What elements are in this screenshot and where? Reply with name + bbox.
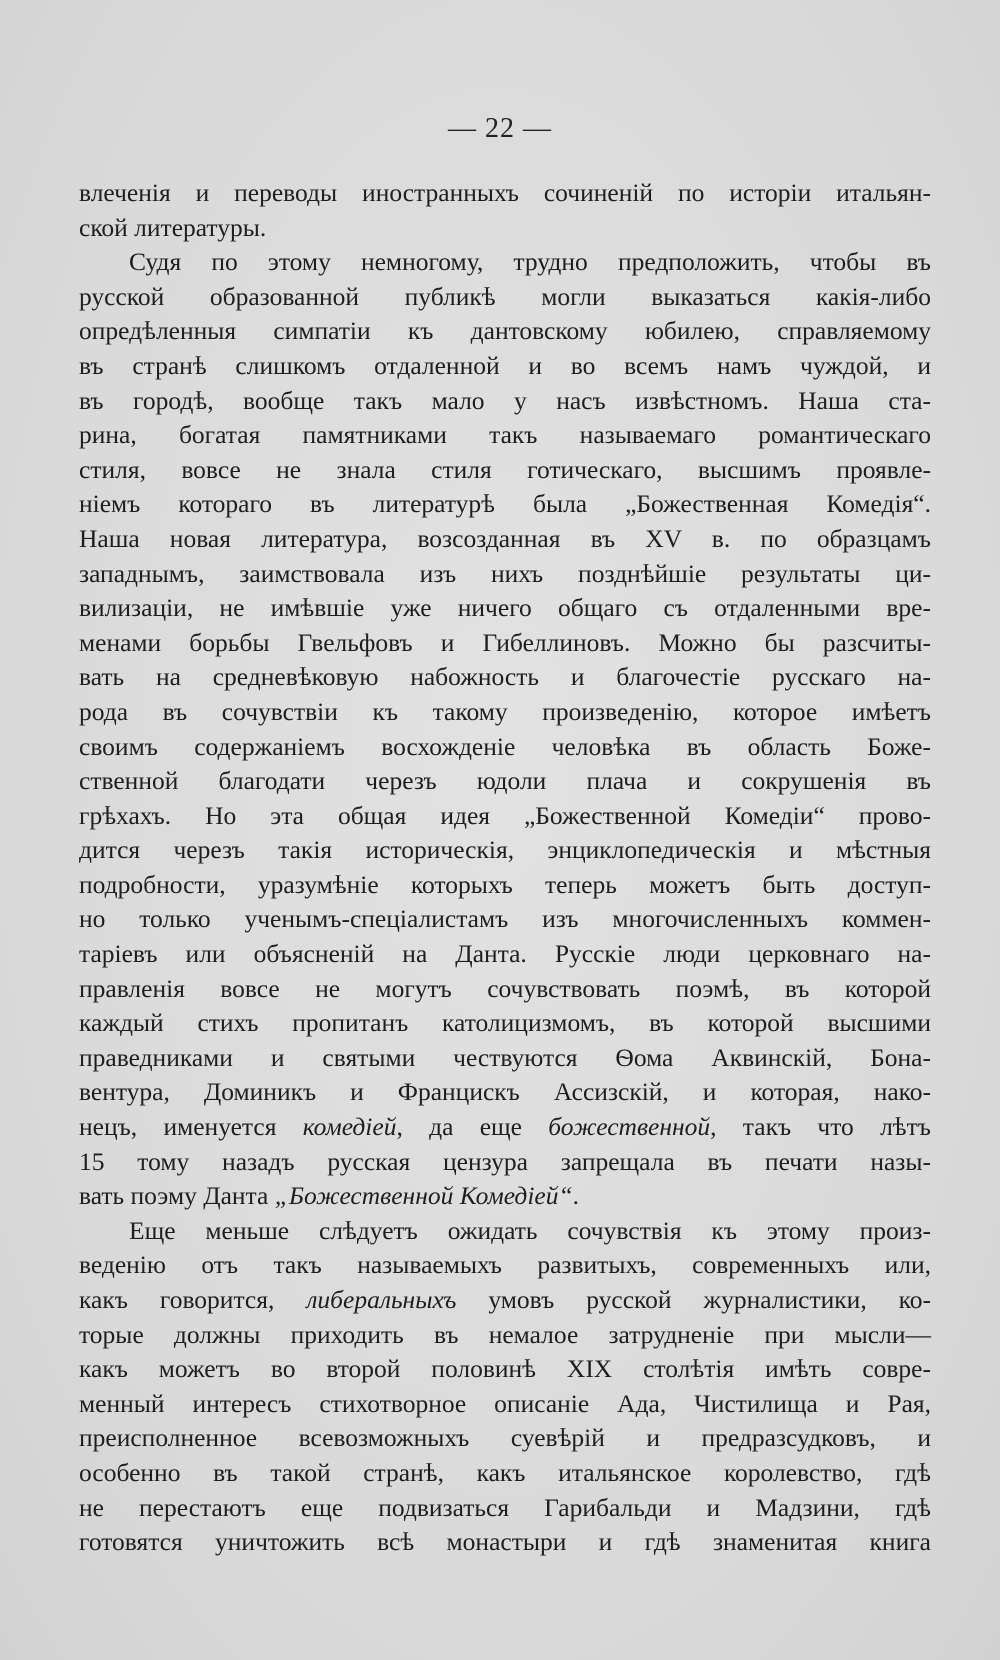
text-line: рина, богатая памятниками такъ называемаго романтическаго (79, 420, 931, 450)
text-run: вать поэму Данта (79, 1181, 275, 1211)
text-line: грѣхахъ. Но эта общая идея „Божественной Комедіи“ прово- (79, 800, 931, 830)
text-run: умовъ русской журналистики, ко- (456, 1285, 932, 1314)
text-line: въ странѣ слишкомъ отдаленной и во всемъ намъ чуждой, и (79, 350, 931, 380)
text-line: правленія вовсе не могутъ сочувствовать поэмѣ, въ которой (79, 973, 931, 1003)
text-line: русской образованной публикѣ могли выказаться какія-либо (79, 281, 931, 311)
text-line: таріевъ или объясненій на Данта. Русскіе люди церковнаго на- (79, 939, 931, 969)
text-line: въ городѣ, вообще такъ мало у насъ извѣстномъ. Наша ста- (79, 385, 931, 415)
text-line: влеченія и переводы иностранныхъ сочиненій по исторіи итальян- (79, 178, 931, 207)
page-number: — 22 — (448, 113, 552, 144)
text-line: какъ можетъ во второй половинѣ XIX столѣтія имѣть совре- (79, 1354, 931, 1384)
italic-word: комедіей (302, 1112, 397, 1142)
text-line: Судя по этому немногому, трудно предположить, чтобы въ (129, 247, 931, 277)
text-line: торые должны приходить въ немалое затрудненіе при мысли— (79, 1319, 931, 1349)
text-run: . (572, 1181, 580, 1211)
text-line: стиля, вовсе не знала стиля готическаго, высшимъ проявле- (79, 454, 931, 484)
text-line: готовятся уничтожить всѣ монастыри и гдѣ знаменитая книга (79, 1527, 931, 1557)
text-line: но только ученымъ-спеціалистамъ изъ многочисленныхъ коммен- (79, 904, 931, 934)
text-line: вентура, Доминикъ и Францискъ Ассизскій, и которая, нако- (79, 1077, 931, 1107)
text-line (79, 1110, 931, 1145)
text-line: рода въ сочувствіи къ такому произведенію, которое имѣетъ (79, 696, 931, 726)
text-run: нецъ, именуется (79, 1112, 303, 1142)
text-line: Наша новая литература, возсозданная въ XV в. по образцамъ (79, 523, 931, 553)
text-line: не перестаютъ еще подвизаться Гарибальди и Мадзини, гдѣ (79, 1492, 931, 1522)
text-line: особенно въ такой странѣ, какъ итальянское королевство, гдѣ (79, 1457, 931, 1487)
text-line: своимъ содержаніемъ восхожденіе человѣка въ область Боже- (79, 731, 931, 761)
text-line: менный интересъ стихотворное описаніе Ада, Чистилища и Рая, (79, 1388, 931, 1418)
text-run: какъ говорится, (79, 1285, 307, 1314)
text-line: веденію отъ такъ называемыхъ развитыхъ, современныхъ или, (79, 1250, 931, 1280)
text-line: западнымъ, заимствовала изъ нихъ позднѣйшіе результаты ци- (79, 558, 931, 588)
text-line: вилизаціи, не имѣвшіе уже ничего общаго съ отдаленными вре- (79, 593, 931, 623)
text-line (79, 1283, 931, 1318)
text-line: ніемъ котораго въ литературѣ была „Божественная Комедія“. (79, 489, 931, 519)
text-line: опредѣленныя симпатіи къ дантовскому юбилею, справляемому (79, 316, 931, 346)
text-line: дится черезъ такія историческія, энциклопедическія и мѣстныя (79, 835, 931, 865)
body-text (79, 176, 931, 1560)
text-line: преисполненное всевозможныхъ суевѣрій и предразсудковъ, и (79, 1423, 931, 1453)
text-line: каждый стихъ пропитанъ католицизмомъ, въ которой высшими (79, 1008, 931, 1038)
text-line: менами борьбы Гвельфовъ и Гибеллиновъ. Можно бы разсчиты- (79, 627, 931, 657)
text-line: 15 тому назадъ русская цензура запрещала въ печати назы- (79, 1146, 931, 1176)
text-line (79, 1179, 931, 1214)
text-line: Еще меньше слѣдуетъ ожидать сочувствія къ этому произ- (129, 1215, 931, 1245)
text-line: вать на средневѣковую набожность и благочестіе русскаго на- (79, 662, 931, 692)
text-line: праведниками и святыми чествуются Ѳома Аквинскій, Бона- (79, 1042, 931, 1072)
italic-word: божественной (548, 1112, 711, 1142)
text-line: подробности, уразумѣніе которыхъ теперь можетъ быть доступ- (79, 869, 931, 899)
text-run: , такъ что лѣтъ (710, 1112, 931, 1142)
italic-title: „Божественной Комедіей“ (274, 1181, 573, 1211)
text-line: ской литературы. (79, 212, 267, 242)
italic-word: либеральныхъ (306, 1285, 457, 1314)
text-run: , да еще (396, 1112, 549, 1142)
text-line: ственной благодати черезъ юдоли плача и сокрушенія въ (79, 766, 931, 796)
